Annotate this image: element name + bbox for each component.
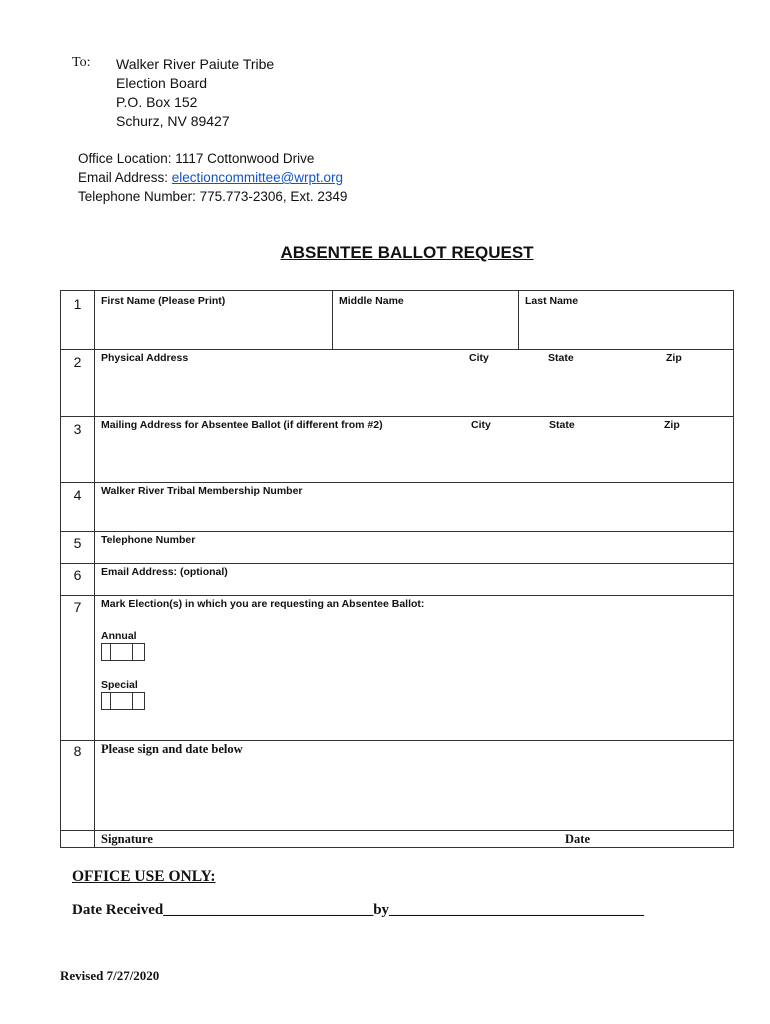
row-number: 3 [73,421,82,437]
signature-field[interactable]: Signature [101,832,153,846]
annual-label: Annual [101,630,137,642]
office-use-heading: OFFICE USE ONLY: [72,868,216,885]
address-line: Election Board [116,75,208,91]
address-line: P.O. Box 152 [116,94,198,110]
physical-address-field[interactable]: Physical Address [101,352,189,364]
row-number: 4 [73,487,82,503]
to-label: To: [72,55,91,70]
row-number: 7 [73,599,82,615]
office-location: Office Location: 1117 Cottonwood Drive [78,151,315,166]
recipient-address [116,55,274,131]
middle-name-field[interactable]: Middle Name [339,295,404,307]
row-number: 8 [73,743,82,759]
membership-number-field[interactable]: Walker River Tribal Membership Number [101,485,303,497]
last-name-field[interactable]: Last Name [525,295,579,307]
address-line: Schurz, NV 89427 [116,113,230,129]
telephone-line: Telephone Number: 775.773-2306, Ext. 2349 [78,189,348,204]
telephone-field[interactable]: Telephone Number [101,534,196,546]
form-title: ABSENTEE BALLOT REQUEST [280,243,534,262]
special-label: Special [101,679,138,691]
date-field[interactable]: Date [565,832,590,846]
row-number: 1 [73,296,82,312]
mailing-zip-field[interactable]: Zip [664,419,680,431]
election-selection-label: Mark Election(s) in which you are requesting an Absentee Ballot: [101,598,425,610]
email-label: Email Address: [78,170,172,185]
date-received-line: Date Received____________________________by__________________________________ [72,902,645,918]
physical-state-field[interactable]: State [548,352,574,364]
annual-checkbox[interactable] [101,643,144,661]
physical-city-field[interactable]: City [469,352,489,364]
address-line: Walker River Paiute Tribe [116,56,275,72]
sign-instruction: Please sign and date below [101,742,243,756]
email-link[interactable]: electioncommittee@wrpt.org [171,170,344,185]
email-line [78,168,347,187]
row-number: 5 [73,535,82,551]
first-name-field[interactable]: First Name (Please Print) [101,295,226,307]
revised-date: Revised 7/27/2020 [60,968,160,983]
mailing-address-field[interactable]: Mailing Address for Absentee Ballot (if different from #2) [101,419,383,431]
mailing-city-field[interactable]: City [471,419,491,431]
special-checkbox[interactable] [101,692,144,710]
row-number: 2 [73,354,82,370]
mailing-state-field[interactable]: State [549,419,575,431]
request-form-table [60,290,734,848]
physical-zip-field[interactable]: Zip [666,352,682,364]
office-contact [78,149,347,206]
row-number: 6 [73,567,82,583]
email-field[interactable]: Email Address: (optional) [101,566,228,578]
